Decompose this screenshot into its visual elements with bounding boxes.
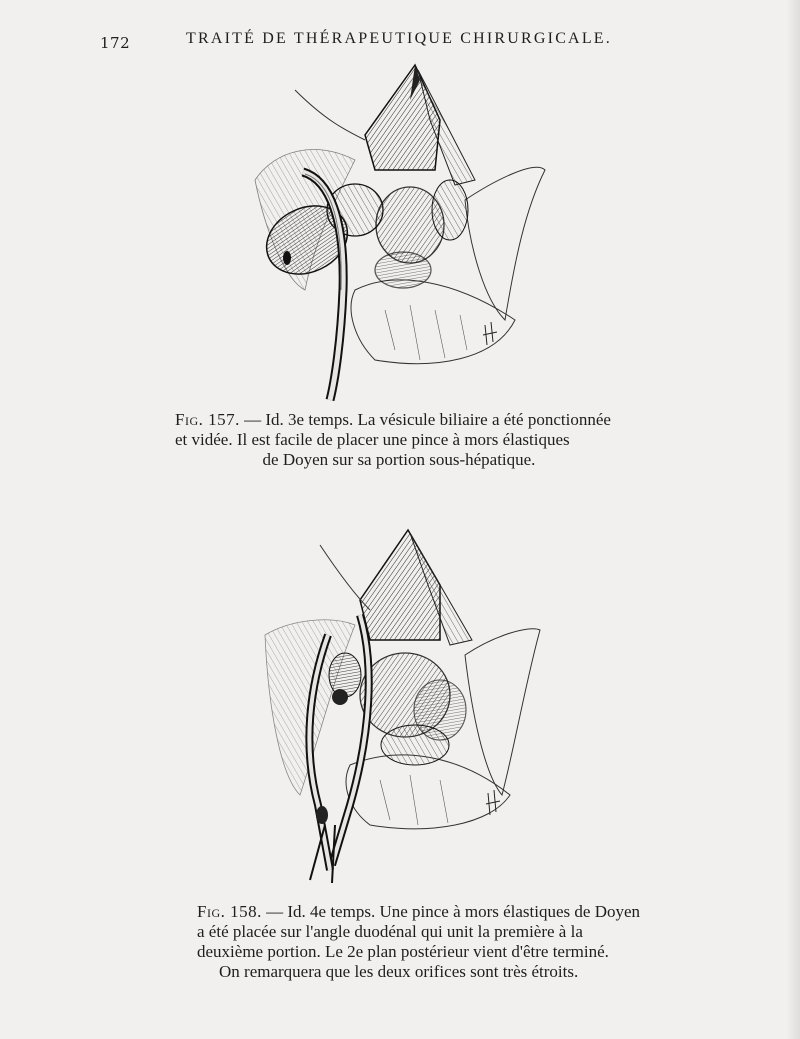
caption-line: deuxième portion. Le 2e plan postérieur vient d'être terminé.	[197, 942, 609, 961]
caption-line: et vidée. Il est facile de placer une pince à mors élastiques	[175, 430, 570, 449]
surgical-engraving-157	[235, 60, 555, 405]
figure-158-caption	[197, 902, 641, 982]
caption-line: Fig. 158. — Id. 4e temps. Une pince à mors élastiques de Doyen	[197, 902, 641, 921]
page-number: 172	[100, 34, 131, 52]
figure-157-caption	[175, 410, 623, 470]
caption-line: a été placée sur l'angle duodénal qui unit la première à la	[197, 922, 583, 941]
page-edge-shadow	[786, 0, 800, 1039]
figure-label: Fig. 158.	[197, 902, 262, 921]
caption-line: de Doyen sur sa portion sous-hépatique.	[262, 450, 536, 469]
figure-158-illustration	[240, 525, 560, 890]
figure-label: Fig. 157.	[175, 410, 240, 429]
caption-line: On remarquera que les deux orifices sont très étroits.	[219, 962, 579, 981]
figure-157-illustration	[235, 60, 555, 405]
surgical-engraving-158	[240, 525, 560, 890]
running-head: TRAITÉ DE THÉRAPEUTIQUE CHIRURGICALE.	[186, 30, 612, 47]
caption-line: Fig. 157. — Id. 3e temps. La vésicule biliaire a été ponctionnée	[175, 410, 611, 429]
